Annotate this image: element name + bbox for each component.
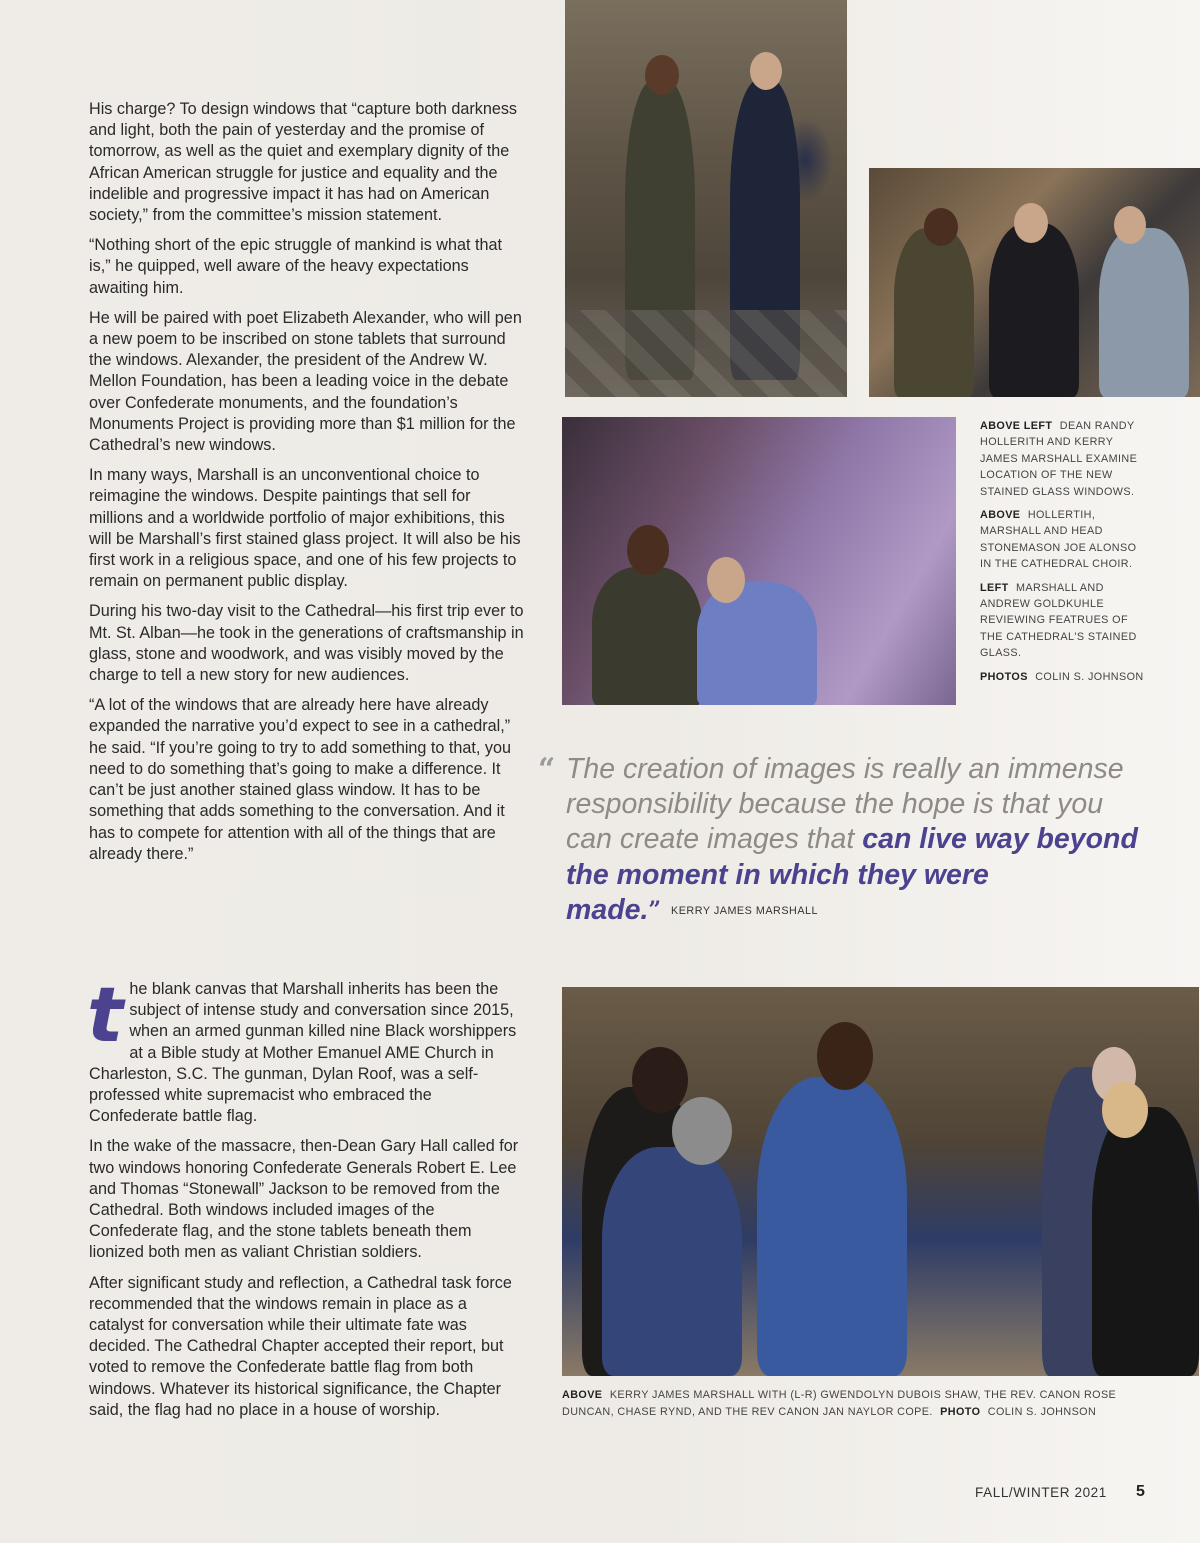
photo-credit: COLIN S. JOHNSON <box>987 1405 1097 1418</box>
caption-label: PHOTOS <box>980 670 1028 683</box>
body-paragraph: After significant study and reflection, a Cathedral task force recommended that the windows remain in place as a catalyst for conversation while their ultimate fate was decided. The Cathedral Chapter accepted their report, but voted to remove the Confederate battle flag from both windows. Whatever its historical significance, the Chapter said, the flag had no place in a house of worship. <box>89 1273 512 1419</box>
caption-label: ABOVE LEFT <box>980 420 1053 432</box>
drop-cap: t <box>87 970 124 1059</box>
caption <box>980 580 1150 662</box>
photo-marshall-with-group <box>562 987 1199 1376</box>
pull-quote <box>538 752 1138 929</box>
caption <box>980 418 1150 500</box>
caption-text: DEAN RANDY HOLLERITH AND KERRY JAMES MARSHALL EXAMINE LOCATION OF THE NEW STAINED GLASS WINDOWS. <box>980 420 1138 498</box>
quote-open-mark: “ <box>538 752 556 787</box>
body-paragraph: His charge? To design windows that “capture both darkness and light, both the pain of yesterday and the promise of tomorrow, as well as the quiet and exemplary dignity of the African American struggle for justice and equality and the indelible and progressive impact it has had on American society,” from the committee’s mission statement. <box>89 100 518 225</box>
body-paragraph-with-dropcap <box>87 970 525 1127</box>
quote-text <box>566 752 1138 929</box>
caption <box>980 507 1150 573</box>
caption-text: COLIN S. JOHNSON <box>1035 670 1144 683</box>
caption-text: HOLLERTIH, MARSHALL AND HEAD STONEMASON JOE ALONSO IN THE CATHEDRAL CHOIR. <box>980 509 1137 571</box>
body-paragraph: In many ways, Marshall is an unconventional choice to reimagine the windows. Despite paintings that sell for millions and a worldwide portfolio of major exhibitions, this will be Marshall’s first stained glass project. It will also be his first work in a religious space, and one of his few projects to remain on permanent public display. <box>89 466 521 591</box>
caption-label: LEFT <box>980 581 1009 594</box>
photo-cathedral-choir <box>869 168 1200 397</box>
caption-label: ABOVE <box>562 1389 603 1401</box>
body-paragraph: During his two-day visit to the Cathedral—his first trip ever to Mt. St. Alban—he took in the generations of craftsmanship in glass, stone and woodwork, and was visibly moved by the charge to tell a new story for new audiences. <box>89 602 524 685</box>
quote-text-plain: The creation of images is really an immense responsibility because the hope is that you can create images that <box>566 753 1124 856</box>
body-paragraph-text: he blank canvas that Marshall inherits has been the subject of intense study and conversation since 2015, when an armed gunman killed nine Black worshippers at a Bible study at Mother Emanuel AME Church in Charleston, S.C. The gunman, Dylan Roof, was a self-professed white supremacist who embraced the Confederate battle flag. <box>89 980 517 1126</box>
quote-text-highlight: can live way beyond the moment in which they were made. <box>566 823 1138 926</box>
body-paragraph: “Nothing short of the epic struggle of mankind is what that is,” he quipped, well aware of the heavy expectations awaiting him. <box>89 236 503 297</box>
article-column-section-2 <box>89 963 525 1430</box>
photo-hollerith-marshall-examine-location <box>565 0 847 397</box>
quote-close-mark: ” <box>648 896 662 923</box>
body-paragraph: “A lot of the windows that are already here have already expanded the narrative you’d expect to see in a cathedral,” he said. “If you’re going to try to add something to that, you need to do something that’s going to make a difference. It can’t be just another stained glass window. It has to be something that adds something to the conversation. And it has to compete for attention with all of the things that are already there.” <box>89 696 512 863</box>
caption-text: KERRY JAMES MARSHALL WITH (L-R) GWENDOLYN DUBOIS SHAW, THE REV. CANON ROSE DUNCAN, CHASE RYND, AND THE REV CANON JAN NAYLOR COPE. <box>562 1389 1117 1418</box>
article-column-top <box>89 99 525 874</box>
photo-marshall-goldkuhle-stained-glass <box>562 417 956 705</box>
quote-author: KERRY JAMES MARSHALL <box>671 904 819 917</box>
page-number: 5 <box>1136 1483 1145 1500</box>
photo-label: PHOTO <box>940 1405 981 1418</box>
photo-captions <box>980 418 1150 692</box>
caption-label: ABOVE <box>980 509 1021 522</box>
photo-credit <box>980 669 1150 685</box>
body-paragraph: In the wake of the massacre, then-Dean Gary Hall called for two windows honoring Confederate Generals Robert E. Lee and Thomas “Stonewall” Jackson to be removed from the Cathedral. Both windows included images of the Confederate flag, and the stone tablets beneath them lionized both men as valiant Christian soldiers. <box>89 1137 519 1262</box>
caption-text: MARSHALL AND ANDREW GOLDKUHLE REVIEWING FEATRUES OF THE CATHEDRAL'S STAINED GLASS. <box>980 581 1137 660</box>
bottom-photo-caption <box>562 1387 1162 1420</box>
issue-label: FALL/WINTER 2021 <box>975 1485 1107 1500</box>
body-paragraph: He will be paired with poet Elizabeth Alexander, who will pen a new poem to be inscribed on stone tablets that surround the windows. Alexander, the president of the Andrew W. Mellon Foundation, has been a leading voice in the debate over Confederate monuments, and the foundation’s Monuments Project is providing more than $1 million for the Cathedral’s new windows. <box>89 308 522 455</box>
